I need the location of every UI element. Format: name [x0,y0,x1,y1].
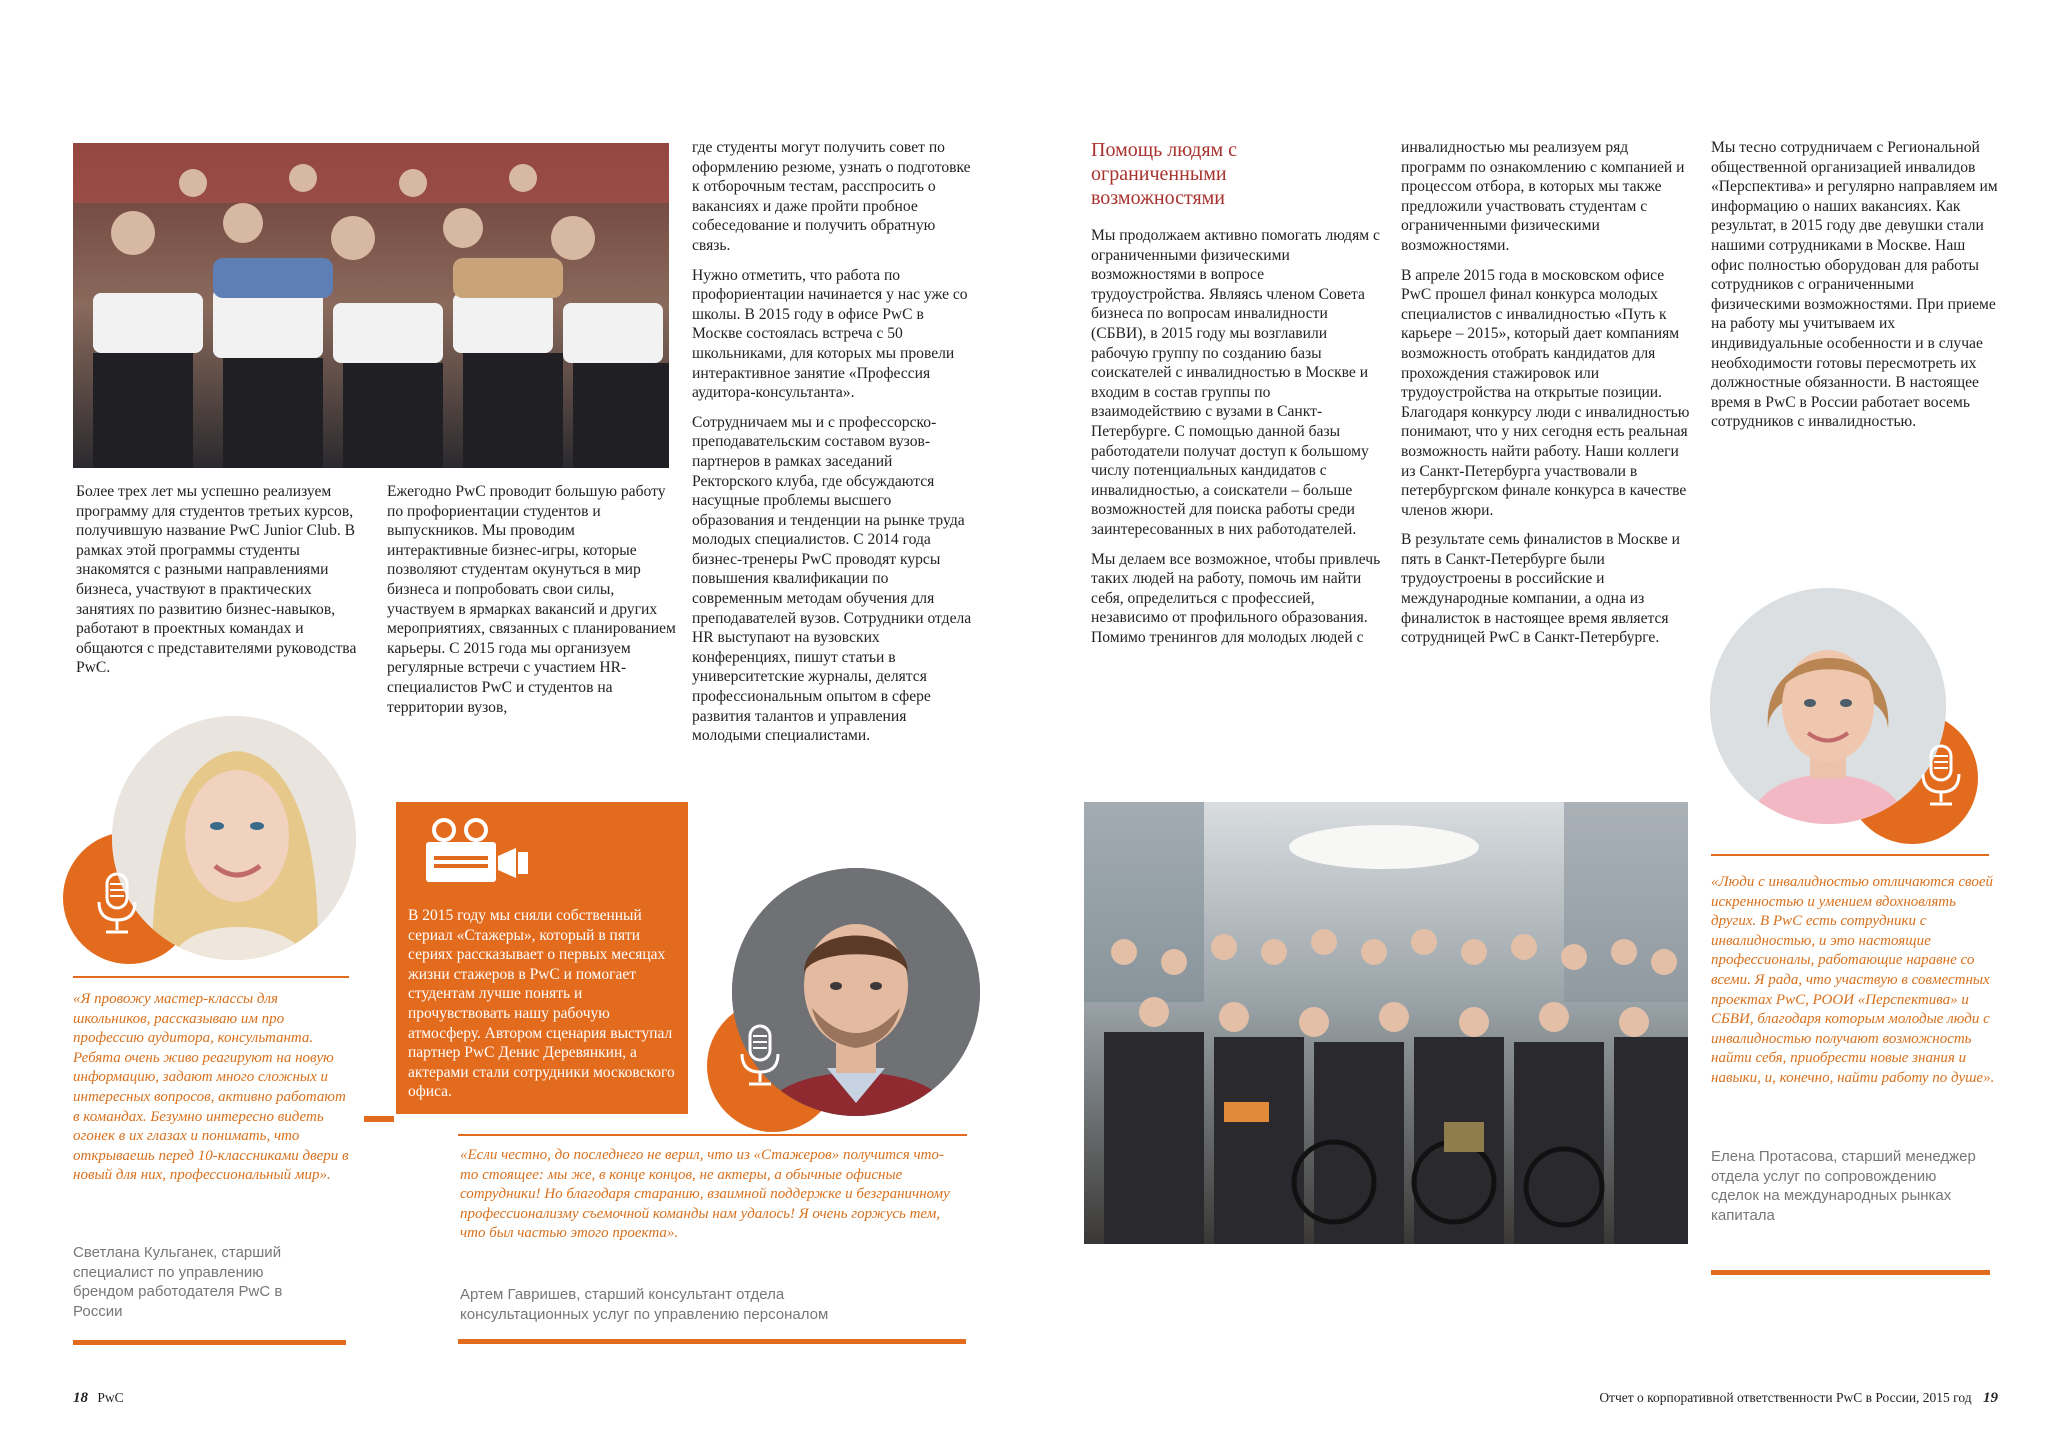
right-page-number: 19 [1983,1390,1998,1406]
quote-elena-text: «Люди с инвалидностью отличаются своей искренностью и умением вдохновлять других. В PwC есть сотрудники с инвалидностью, и это настоящие профессионалы, работающие наравне со всеми. Я рада, что участвую в совместных проектах PwC, РООИ «Перспектива» и СБВИ, благодаря которым молодые люди с инвалидностью получают возможность найти себя, приобрести новые знания и навыки, и, конечно, найти работу по душе». [1711,874,1995,1086]
quote-svetlana-text: «Я провожу мастер-классы для школьников, рассказываю им про профессию аудитора, консультанта. Ребята очень живо реагируют на новую информацию, задают много сложных и интересных вопросов, активно работают в командах. Безумно интересно видеть огонек в их глазах и понимать, что открываешь перед 10-классниками двери в новый для них, профессиональный мир». [73,991,349,1184]
quote1-top-rule [73,976,349,978]
right-column-3 [1711,138,2001,442]
quote3-top-rule [1711,854,1989,856]
series-box [396,802,688,1114]
right-page-footer [1599,1390,1998,1407]
quote-artem-text: «Если честно, до последнего не верил, что из «Стажеров» получится что-то стоящее: мы же, в конце концов, не актеры, а обычные офисные сотрудники! Но благодаря старанию, взаимной поддержке и безграничному профессионализму съемочной команды нам удалось! Я очень горжусь тем, что был частью этого проекта». [460,1147,950,1242]
school-paragraph: Нужно отметить, что работа по профориентации начинается у нас уже со школы. В 2015 году в офисе PwC в Москве состоялась встреча с 50 школьниками, для которых мы провели интерактивное занятие «Профессия аудитора-консультанта». [692,266,968,402]
quote2-top-rule [458,1134,967,1136]
professors-paragraph: Сотрудничаем мы и с профессорско-преподавательским составом вузов-партнеров в рамках заседаний Ректорского клуба, где обсуждаются насущные проблемы высшего образования и тенденции на рынке труда молодых специалистов. С 2014 года бизнес-тренеры PwC проводят курсы повышения квалификации по современным методам обучения для преподавателей вузов. Сотрудники отдела HR выступают на вузовских конференциях, пишут статьи в университетские журналы, делятся профессиональным опытом в сфере развития талантов и управления молодыми специалистами. [692,413,972,745]
portrait-svetlana [112,716,356,960]
right-column-2 [1401,138,1691,658]
left-column-1 [76,482,366,688]
quote3-bottom-rule [1711,1270,1990,1275]
attribution-artem: Артем Гавришев, старший консультант отдела консультационных услуг по управлению персоналом [460,1286,829,1323]
left-page-number: 18 [73,1390,88,1406]
left-page-footer [73,1390,124,1407]
junior-club-paragraph: Более трех лет мы успешно реализуем программу для студентов третьих курсов, получившую название PwC Junior Club. В рамках этой программы студенты знакомятся с разными направлениями бизнеса, участвуют в практических занятиях по развитию бизнес-навыков, работают в проектных командах и общаются с представителями руководства PwC. [76,483,357,677]
programs-paragraph: инвалидностью мы реализуем ряд программ по ознакомлению с компанией и процессом отбора, в которых мы также предложили участвовать студентам с ограниченными физическими возможностями. [1401,139,1685,254]
quote-elena [1711,873,2001,1089]
microphone-icon [737,1024,783,1090]
perspektiva-paragraph: Мы тесно сотрудничаем с Региональной общественной организацией инвалидов «Перспектива» и регулярно направляем им информацию о наших вакансиях. Как результат, в 2015 году две девушки стали нашими сотрудниками в Москве. Наш офис полностью оборудован для работы сотрудников с ограниченными физическими возможностями. При приеме на работу мы учитываем их индивидуальные особенности и в случае необходимости готовы пересмотреть их должностные обязанности. В настоящее время в PwC в России работает восемь сотрудников с инвалидностью. [1711,139,1998,431]
quote2-bottom-rule [458,1339,966,1344]
students-advice-paragraph: где студенты могут получить совет по оформлению резюме, узнать о подготовке к отборочным тестам, расспросить о вакансиях и даже пройти пробное собеседование и получить обратную связь. [692,139,971,254]
contest-paragraph: В апреле 2015 года в московском офисе PwC прошел финал конкурса молодых специалистов с инвалидностью «Путь к карьере – 2015», который дает компаниям возможность отобрать кандидатов для прохождения стажировок или трудоустройства на открытые позиции. Благодаря конкурсу люди с инвалидностью понимают, что у них сегодня есть реальная возможность найти работу. Наши коллеги из Санкт-Петербурга участвовали в петербургском финале конкурса в качестве членов жюри. [1401,266,1690,519]
film-camera-icon [424,818,530,886]
quote1-bottom-rule [73,1340,346,1345]
microphone-icon [94,872,140,938]
disability-paragraph-1: Мы продолжаем активно помогать людям с ограниченными физическими возможностями в вопросе трудоустройства. Являясь членом Совета бизнеса по вопросам инвалидности (СБВИ), в 2015 году мы возглавили рабочую группу по созданию базы соискателей с инвалидностью в Москве и входим в состав группы по взаимодействию с вузами в Санкт-Петербурге. С помощью данной базы работодатели получат доступ к большому числу потенциальных кандидатов с инвалидностью, а соискатели – больше возможностей для поиска работы среди заинтересованных в них работодателей. [1091,227,1380,538]
quote-svetlana [73,990,355,1186]
series-box-text: В 2015 году мы сняли собственный сериал «Стажеры», который в пяти сериях рассказывает о первых месяцах жизни стажеров в PwC и помогает студентам лучше понять и прочувствовать нашу рабочую атмосферу. Автором сценария выступал партнер PwC Денис Деревянкин, а актерами стали сотрудники московского офиса. [408,907,675,1101]
left-page-brand: PwC [97,1390,124,1405]
results-paragraph: В результате семь финалистов в Москве и пять в Санкт-Петербурге были трудоустроены в российские и международные компании, а одна из финалисток в настоящее время является сотрудницей PwC в Санкт-Петербурге. [1401,531,1680,647]
left-column-2 [387,482,677,727]
career-guidance-paragraph: Ежегодно PwC проводит большую работу по профориентации студентов и выпускников. Мы проводим интерактивные бизнес-игры, которые позволяют студентам окунуться в мир бизнеса и попробовать свои силы, участвуем в ярмарках вакансий и других мероприятиях, связанных с планированием карьеры. С 2015 года мы организуем регулярные встречи с участием HR-специалистов PwC и студентов на территории вузов, [387,483,676,716]
quote-artem [460,1146,960,1244]
portrait-elena [1710,588,1946,824]
microphone-icon [1918,744,1964,810]
group-photo [1084,802,1688,1244]
attribution-svetlana: Светлана Кульганек, старший специалист по управлению брендом работодателя PwC в России [73,1244,283,1320]
disability-paragraph-2: Мы делаем все возможное, чтобы привлечь таких людей на работу, помочь им найти себя, определиться с профессией, независимо от профильного образования. Помимо тренингов для молодых людей с [1091,550,1381,646]
left-column-3 [692,138,974,756]
series-box-tab [364,1116,394,1122]
report-title: Отчет о корпоративной ответственности PwC в России, 2015 год [1599,1390,1972,1405]
attribution-elena: Елена Протасова, старший менеджер отдела услуг по сопровождению сделок на международных рынках капитала [1711,1148,1976,1224]
right-column-1 [1091,226,1381,657]
section-heading: Помощь людям с ограниченными возможностями [1091,139,1238,209]
students-photo [73,143,669,468]
